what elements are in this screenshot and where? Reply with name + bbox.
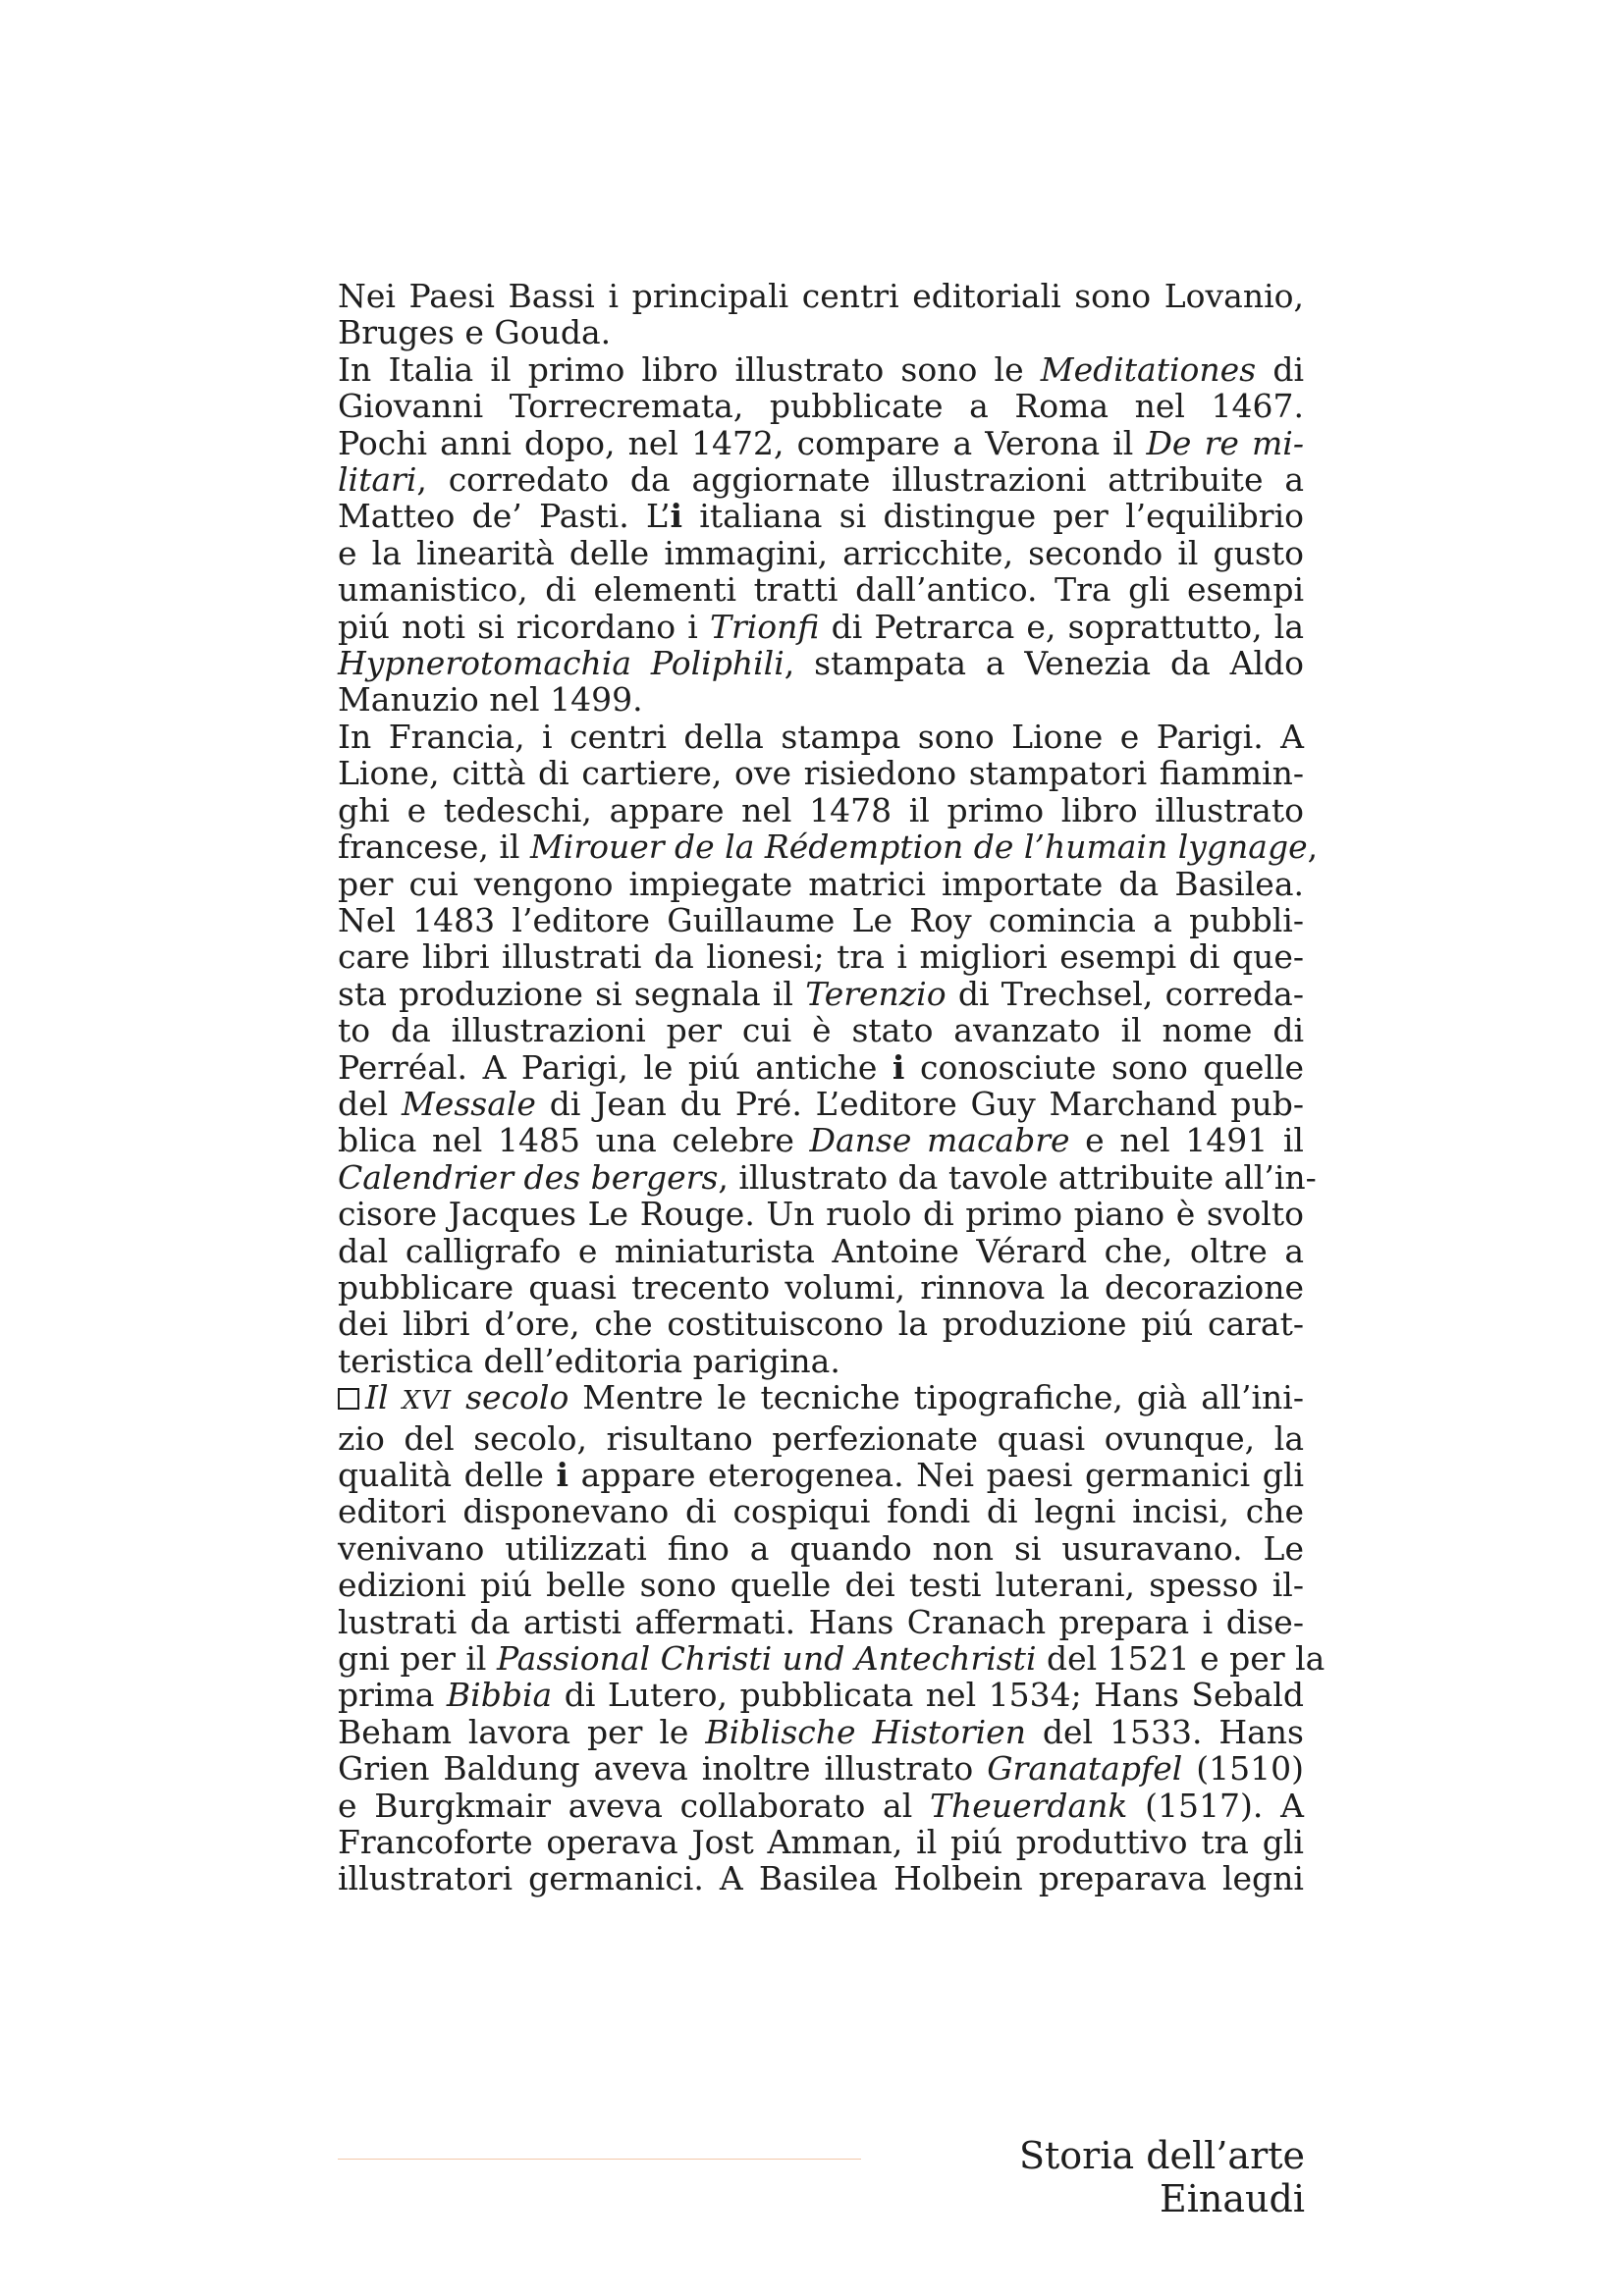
- text-run: , corredato da aggiornate illustrazioni attribuite a: [416, 460, 1304, 500]
- text-line: [338, 1306, 1304, 1342]
- text-run: e la linearità delle immagini, arricchite, secondo il gusto: [338, 533, 1304, 572]
- text-run: Mentre le tecniche tipografiche, già all’ini-: [568, 1378, 1304, 1417]
- square-bullet-icon: [338, 1388, 359, 1410]
- text-line: [338, 1714, 1304, 1750]
- italic-title: Calendrier des bergers: [338, 1157, 719, 1197]
- text-line: [338, 1639, 1325, 1679]
- text-run: editori disponevano di cospiqui fondi di legni incisi, che: [338, 1492, 1304, 1531]
- text-run: piú noti si ricordano i: [338, 607, 710, 646]
- text-line: [338, 1086, 1304, 1122]
- text-line: [338, 1343, 1304, 1379]
- text-run: zio del secolo, risultano perfezionate quasi ovunque, la: [338, 1418, 1304, 1458]
- text-line: [338, 351, 1304, 388]
- text-line: [338, 828, 1319, 867]
- text-run: ghi e tedeschi, appare nel 1478 il primo libro illustrato: [338, 790, 1304, 829]
- text-run: di Lutero, pubblicata nel 1534; Hans Sebald: [552, 1676, 1304, 1715]
- text-run: care libri illustrati da lionesi; tra i migliori esempi di que-: [338, 937, 1304, 977]
- italic-title: Passional Christi und Antechristi: [496, 1639, 1037, 1679]
- text-run: italiana si distingue per l’equilibrio: [682, 497, 1305, 536]
- text-line: [338, 1233, 1304, 1269]
- text-run: In Italia il primo libro illustrato sono le: [338, 349, 1041, 389]
- text-run: Giovanni Torrecremata, pubblicate a Roma nel 1467.: [338, 387, 1304, 426]
- text-run: venivano utilizzati fino a quando non si usuravano. Le: [338, 1528, 1304, 1568]
- text-run: Matteo de’ Pasti. L’: [338, 497, 671, 536]
- text-line: [338, 535, 1304, 571]
- text-run: e nel 1491 il: [1069, 1121, 1304, 1160]
- text-run: blica nel 1485 una celebre: [338, 1121, 810, 1160]
- text-run: i: [892, 1047, 905, 1087]
- text-run: pubblicare quasi trecento volumi, rinnova la decorazione: [338, 1267, 1304, 1307]
- text-line: [338, 681, 1304, 718]
- text-run: XVI: [402, 1386, 453, 1416]
- text-run: Perréal. A Parigi, le piú antiche: [338, 1047, 893, 1087]
- italic-title: Theuerdank: [930, 1786, 1128, 1825]
- italic-title: Biblische Historien: [705, 1712, 1026, 1751]
- text-line: [338, 571, 1304, 608]
- italic-title: Bibbia: [446, 1676, 553, 1715]
- italic-title: De re mi-: [1146, 423, 1304, 462]
- italic-title: Granatapfel: [987, 1749, 1183, 1789]
- text-run: gni per il: [338, 1639, 497, 1679]
- text-run: di: [1256, 349, 1305, 389]
- text-run: conosciute sono quelle: [904, 1047, 1304, 1087]
- text-run: del 1521 e per la: [1036, 1639, 1325, 1679]
- text-line: [338, 1379, 1304, 1419]
- text-run: e Burgkmair aveva collaborato al: [338, 1786, 931, 1825]
- text-run: Nei Paesi Bassi i principali centri editoriali sono Lovanio,: [338, 277, 1304, 315]
- text-line: [338, 425, 1304, 461]
- text-run: qualità delle: [338, 1456, 557, 1494]
- text-run: per cui vengono impiegate matrici importate da Basilea.: [338, 864, 1304, 903]
- text-line: [338, 902, 1304, 938]
- text-line: [338, 1567, 1304, 1603]
- text-run: i: [670, 497, 683, 536]
- text-run: di Trechsel, correda-: [946, 974, 1304, 1013]
- text-line: [338, 1788, 1304, 1824]
- text-run: teristica dell’editoria parigina.: [338, 1341, 840, 1380]
- text-run: edizioni piú belle sono quelle dei testi luterani, spesso il-: [338, 1566, 1304, 1605]
- text-run: , stampata a Venezia da Aldo: [784, 644, 1304, 683]
- text-run: sta produzione si segnala il: [338, 974, 806, 1013]
- text-run: Francoforte operava Jost Amman, il piú produttivo tra gli: [338, 1823, 1304, 1862]
- text-run: Pochi anni dopo, nel 1472, compare a Verona il: [338, 423, 1147, 462]
- text-line: [338, 719, 1304, 755]
- italic-title: Terenzio: [805, 974, 947, 1013]
- text-run: , illustrato da tavole attribuite all’in-: [718, 1157, 1317, 1197]
- text-line: [338, 976, 1304, 1012]
- text-line: [338, 792, 1304, 828]
- text-line: [338, 388, 1304, 424]
- text-run: di Jean du Pré. L’editore Guy Marchand pub-: [535, 1084, 1305, 1123]
- text-run: In Francia, i centri della stampa sono Lione e Parigi. A: [338, 717, 1304, 756]
- text-line: [338, 1860, 1304, 1896]
- text-line: [338, 609, 1304, 645]
- text-run: francese, il: [338, 828, 530, 867]
- text-line: [338, 1824, 1304, 1860]
- text-line: [338, 866, 1304, 902]
- text-run: Lione, città di cartiere, ove risiedono stampatori fiammin-: [338, 754, 1304, 793]
- text-line: [338, 938, 1304, 975]
- text-line: [338, 1049, 1304, 1086]
- italic-title: Danse macabre: [809, 1121, 1070, 1160]
- text-run: di Petrarca e, soprattutto, la: [819, 607, 1304, 646]
- text-line: [338, 645, 1304, 681]
- text-run: del 1533. Hans: [1025, 1712, 1304, 1751]
- italic-title: Trionfi: [709, 607, 820, 646]
- text-line: [338, 1269, 1304, 1306]
- text-run: (1510): [1182, 1749, 1304, 1789]
- italic-title: Hypnerotomachia Poliphili: [338, 644, 784, 683]
- text-line: [338, 1750, 1304, 1787]
- italic-title: Mirouer de la Rédemption de l’humain lygnage: [529, 828, 1308, 867]
- italic-title: litari: [338, 460, 417, 500]
- text-run: cisore Jacques Le Rouge. Un ruolo di primo piano è svolto: [338, 1195, 1304, 1234]
- text-run: dal calligrafo e miniaturista Antoine Vérard che, oltre a: [338, 1231, 1304, 1270]
- body-text: [338, 277, 1325, 1898]
- text-run: prima: [338, 1676, 447, 1715]
- text-line: [338, 1457, 1304, 1493]
- text-line: [338, 1157, 1317, 1197]
- text-run: Nel 1483 l’editore Guillaume Le Roy comincia a pubbli-: [338, 900, 1304, 939]
- text-line: [338, 1604, 1304, 1640]
- text-run: ,: [1307, 828, 1319, 867]
- italic-title: secolo: [452, 1378, 569, 1417]
- text-run: illustratori germanici. A Basilea Holbein preparava legni: [338, 1859, 1304, 1898]
- text-line: [338, 1012, 1304, 1048]
- text-line: [338, 498, 1304, 534]
- text-line: [338, 1677, 1304, 1713]
- footer-rule: [338, 2159, 861, 2160]
- text-run: Grien Baldung aveva inoltre illustrato: [338, 1749, 988, 1789]
- text-run: del: [338, 1084, 402, 1123]
- text-run: to da illustrazioni per cui è stato avanzato il nome di: [338, 1011, 1304, 1050]
- text-run: Manuzio nel 1499.: [338, 680, 643, 720]
- text-run: umanistico, di elementi tratti dall’antico. Tra gli esempi: [338, 570, 1304, 610]
- text-line: [338, 314, 1304, 350]
- text-run: lustrati da artisti affermati. Hans Cranach prepara i dise-: [338, 1602, 1304, 1641]
- italic-title: Il: [365, 1378, 403, 1417]
- italic-title: Messale: [402, 1084, 536, 1123]
- text-run: Beham lavora per le: [338, 1712, 706, 1751]
- text-line: [338, 1420, 1304, 1457]
- text-line: [338, 1122, 1304, 1158]
- text-run: (1517). A: [1127, 1786, 1304, 1825]
- footer-title: Storia dell’arte Einaudi: [1018, 2134, 1305, 2220]
- text-run: i: [556, 1456, 569, 1494]
- text-line: [338, 461, 1304, 498]
- text-run: dei libri d’ore, che costituiscono la produzione piú carat-: [338, 1305, 1304, 1344]
- text-line: [338, 1493, 1304, 1529]
- text-line: [338, 1530, 1304, 1567]
- text-line: [338, 755, 1304, 791]
- text-line: [338, 278, 1304, 314]
- text-run: Bruges e Gouda.: [338, 313, 612, 352]
- text-line: [338, 1196, 1304, 1232]
- text-run: appare eterogenea. Nei paesi germanici gli: [568, 1456, 1304, 1494]
- italic-title: Meditationes: [1040, 349, 1257, 389]
